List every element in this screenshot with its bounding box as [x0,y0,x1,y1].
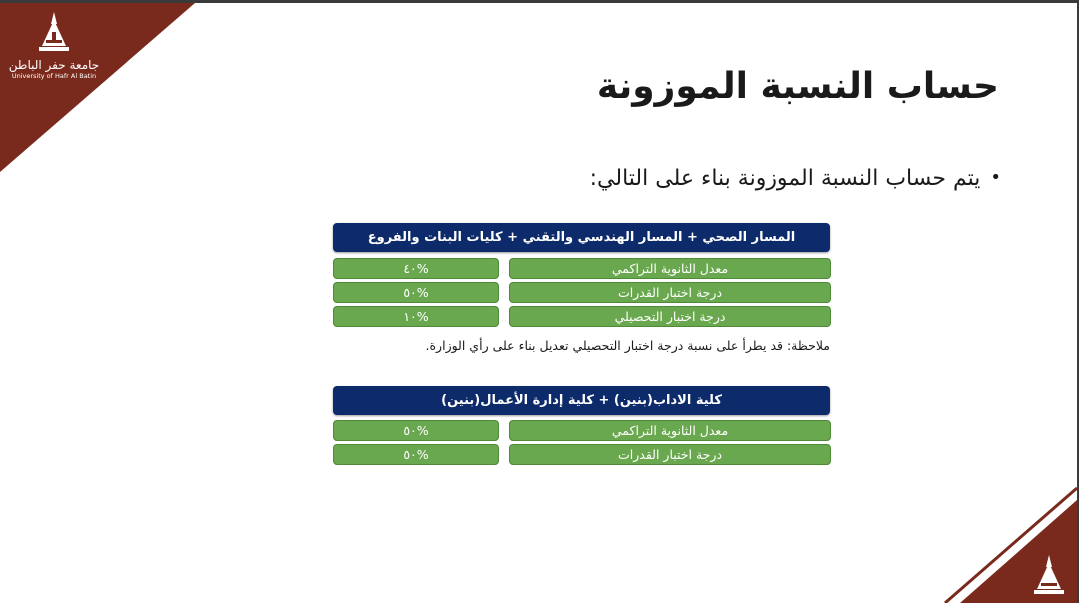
table1-header: المسار الصحي + المسار الهندسي والتقني + كليات البنات والفروع [333,223,830,252]
table1-row1-label: معدل الثانوية التراكمي [509,258,831,279]
table2-row2-value: %٥٠ [333,444,499,465]
table1-row2-label: درجة اختبار القدرات [509,282,831,303]
logo-latin-text: University of Hafr Al Batin [11,72,97,80]
table2-row1-label: معدل الثانوية التراكمي [509,420,831,441]
slide-title: حساب النسبة الموزونة [596,66,999,107]
table1-row3-label: درجة اختبار التحصيلي [509,306,831,327]
university-logo [4,10,104,80]
logo-arabic-text: جامعة حفر الباطن [8,58,100,72]
table2-header: كلية الاداب(بنين) + كلية إدارة الأعمال(بنين) [333,386,830,415]
table1-row3-value: %١٠ [333,306,499,327]
bullet-icon: • [990,167,1001,188]
table2-row1-value: %٥٠ [333,420,499,441]
bullet-point [590,166,1001,191]
note-text: ملاحظة: قد يطرأ على نسبة درجة اختبار التحصيلي تعديل بناء على رأي الوزارة. [425,338,830,353]
university-tower-icon [34,10,74,54]
table2-row2-label: درجة اختبار القدرات [509,444,831,465]
table1-row2-value: %٥٠ [333,282,499,303]
table1-row1-value: %٤٠ [333,258,499,279]
bullet-text: يتم حساب النسبة الموزونة بناء على التالي: [589,166,981,191]
university-tower-icon-small [1029,553,1069,597]
